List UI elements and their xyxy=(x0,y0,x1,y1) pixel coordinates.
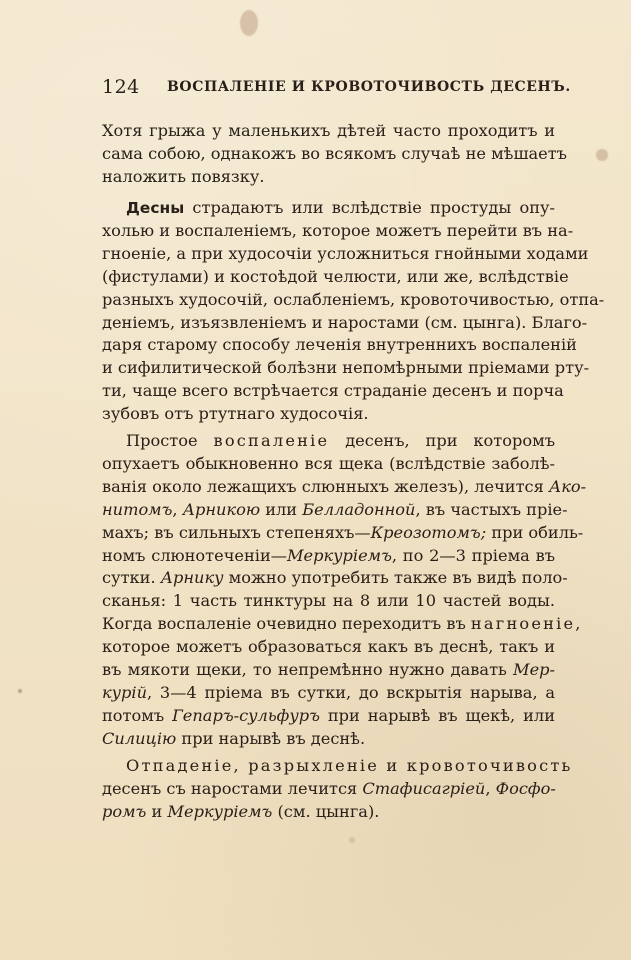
paragraph-4 xyxy=(102,755,573,824)
text-run: при нарывѣ въ деснѣ. xyxy=(176,728,366,748)
text-run: или xyxy=(260,499,303,519)
text-line: холью и воспаленіемъ, которое можетъ перейти въ на- xyxy=(102,220,574,240)
text-line xyxy=(102,197,555,220)
page-number: 124 xyxy=(102,76,140,98)
text-run: , 3—4 пріема въ сутки, до вскрытія нарыва, а xyxy=(147,682,555,702)
text-run: , въ частыхъ пріе- xyxy=(415,499,568,519)
text-line: зубовъ отъ ртутнаго худосочія. xyxy=(102,404,369,424)
running-head: ВОСПАЛЕНІЕ И КРОВОТОЧИВОСТЬ ДЕСЕНЪ. xyxy=(167,79,571,95)
text-line xyxy=(102,778,555,801)
remedy-name: Гепаръ-сульфуръ xyxy=(172,705,320,725)
paper-stain xyxy=(349,837,355,843)
page-header xyxy=(102,73,571,101)
paragraph-3 xyxy=(102,430,587,751)
text-line xyxy=(102,545,555,568)
text-line: и сифилитической болѣзни непомѣрными пріемами рту- xyxy=(102,358,590,378)
text-line: (фистулами) и костоѣдой челюсти, или же, вслѣдствіе xyxy=(102,266,569,286)
text-line: Хотя грыжа у маленькихъ дѣтей часто проходитъ и xyxy=(102,121,555,140)
text-line xyxy=(102,728,555,751)
paper-stain xyxy=(240,10,258,36)
text-line: сканья: 1 часть тинктуры на 8 или 10 частей воды. xyxy=(102,591,555,611)
text-run: махъ; въ сильныхъ степеняхъ— xyxy=(102,522,371,542)
text-run: десенъ, при которомъ xyxy=(329,431,555,450)
remedy-name: Стафисагріей xyxy=(362,778,486,798)
text-run: номъ слюнотеченіи— xyxy=(102,545,287,565)
paper-stain xyxy=(18,689,22,693)
text-line xyxy=(102,801,555,824)
text-run: , xyxy=(172,499,183,519)
text-line: ти, чаще всего встрѣчается страданіе десенъ и порча xyxy=(102,381,564,401)
text-line xyxy=(102,522,584,545)
text-line xyxy=(102,430,555,453)
remedy-name: Силицію xyxy=(102,728,177,748)
remedy-name: Меркуріемъ xyxy=(286,545,392,565)
spaced-term: Отпаденіе, разрыхленіе и кровоточивость xyxy=(126,756,573,775)
paragraph-2 xyxy=(102,197,605,426)
text-run: Когда воспаленіе очевидно переходитъ въ xyxy=(102,614,471,634)
remedy-name: Меркуріемъ xyxy=(167,801,273,821)
text-line xyxy=(102,682,555,705)
text-line xyxy=(102,567,568,590)
remedy-name: Ако- xyxy=(548,476,587,496)
text-run: и xyxy=(146,801,168,821)
text-run: потомъ xyxy=(102,705,173,725)
text-line xyxy=(102,476,587,499)
remedy-name: Белладонной xyxy=(302,499,416,519)
text-run: , xyxy=(485,778,496,798)
text-line xyxy=(102,499,568,522)
text-run: , по 2—3 пріема въ xyxy=(391,545,555,565)
text-line: деніемъ, изъязвленіемъ и наростами (см. цынга). Благо- xyxy=(102,312,588,332)
text-line xyxy=(102,755,573,778)
section-heading: Десны xyxy=(126,199,185,217)
text-run: сутки. xyxy=(102,568,161,588)
remedy-name: нитомъ xyxy=(102,499,173,519)
text-run: Простое xyxy=(126,431,214,450)
remedy-name: ромъ xyxy=(102,801,147,821)
remedy-name: Креозотомъ; xyxy=(370,522,487,542)
text-line: гноеніе, а при худосочіи усложниться гнойными ходами xyxy=(102,243,589,263)
text-line: сама собою, однакожъ во всякомъ случаѣ не мѣшаетъ xyxy=(102,143,567,163)
paper-stain xyxy=(596,149,608,161)
paragraph-1 xyxy=(102,120,567,189)
text-line xyxy=(102,659,555,682)
text-run: при обиль- xyxy=(486,522,584,542)
text-line: наложить повязку. xyxy=(102,166,265,186)
spaced-term: воспаленіе xyxy=(213,431,330,450)
text-line: которое можетъ образоваться какъ въ деснѣ, такъ и xyxy=(102,637,555,657)
remedy-name: Арнику xyxy=(160,568,224,588)
text-run: при нарывѣ въ щекѣ, или xyxy=(319,705,556,725)
text-run: можно употребить также въ видѣ поло- xyxy=(223,568,568,588)
text-run: (см. цынга). xyxy=(272,801,380,821)
text-run: десенъ съ наростами лечится xyxy=(102,778,363,798)
text-line xyxy=(102,705,555,728)
remedy-name: Фосфо- xyxy=(495,778,556,798)
text-run: ванія около лежащихъ слюнныхъ железъ), лечится xyxy=(102,476,549,496)
remedy-name: Арникою xyxy=(182,499,261,519)
text-line: разныхъ худосочій, ослабленіемъ, кровоточивостью, отпа- xyxy=(102,289,605,309)
text-line xyxy=(102,613,583,636)
text-run: страдаютъ или вслѣдствіе простуды опу- xyxy=(184,198,555,217)
remedy-name: курій xyxy=(102,682,148,702)
text-run: въ мякоти щеки, то непремѣнно нужно давать xyxy=(102,660,513,680)
text-line: опухаетъ обыкновенно вся щека (вслѣдствіе заболѣ- xyxy=(102,453,555,473)
remedy-name: Мер- xyxy=(513,660,555,680)
spaced-term: нагноеніе, xyxy=(470,614,583,634)
text-line: даря старому способу леченія внутреннихъ воспаленій xyxy=(102,335,577,355)
